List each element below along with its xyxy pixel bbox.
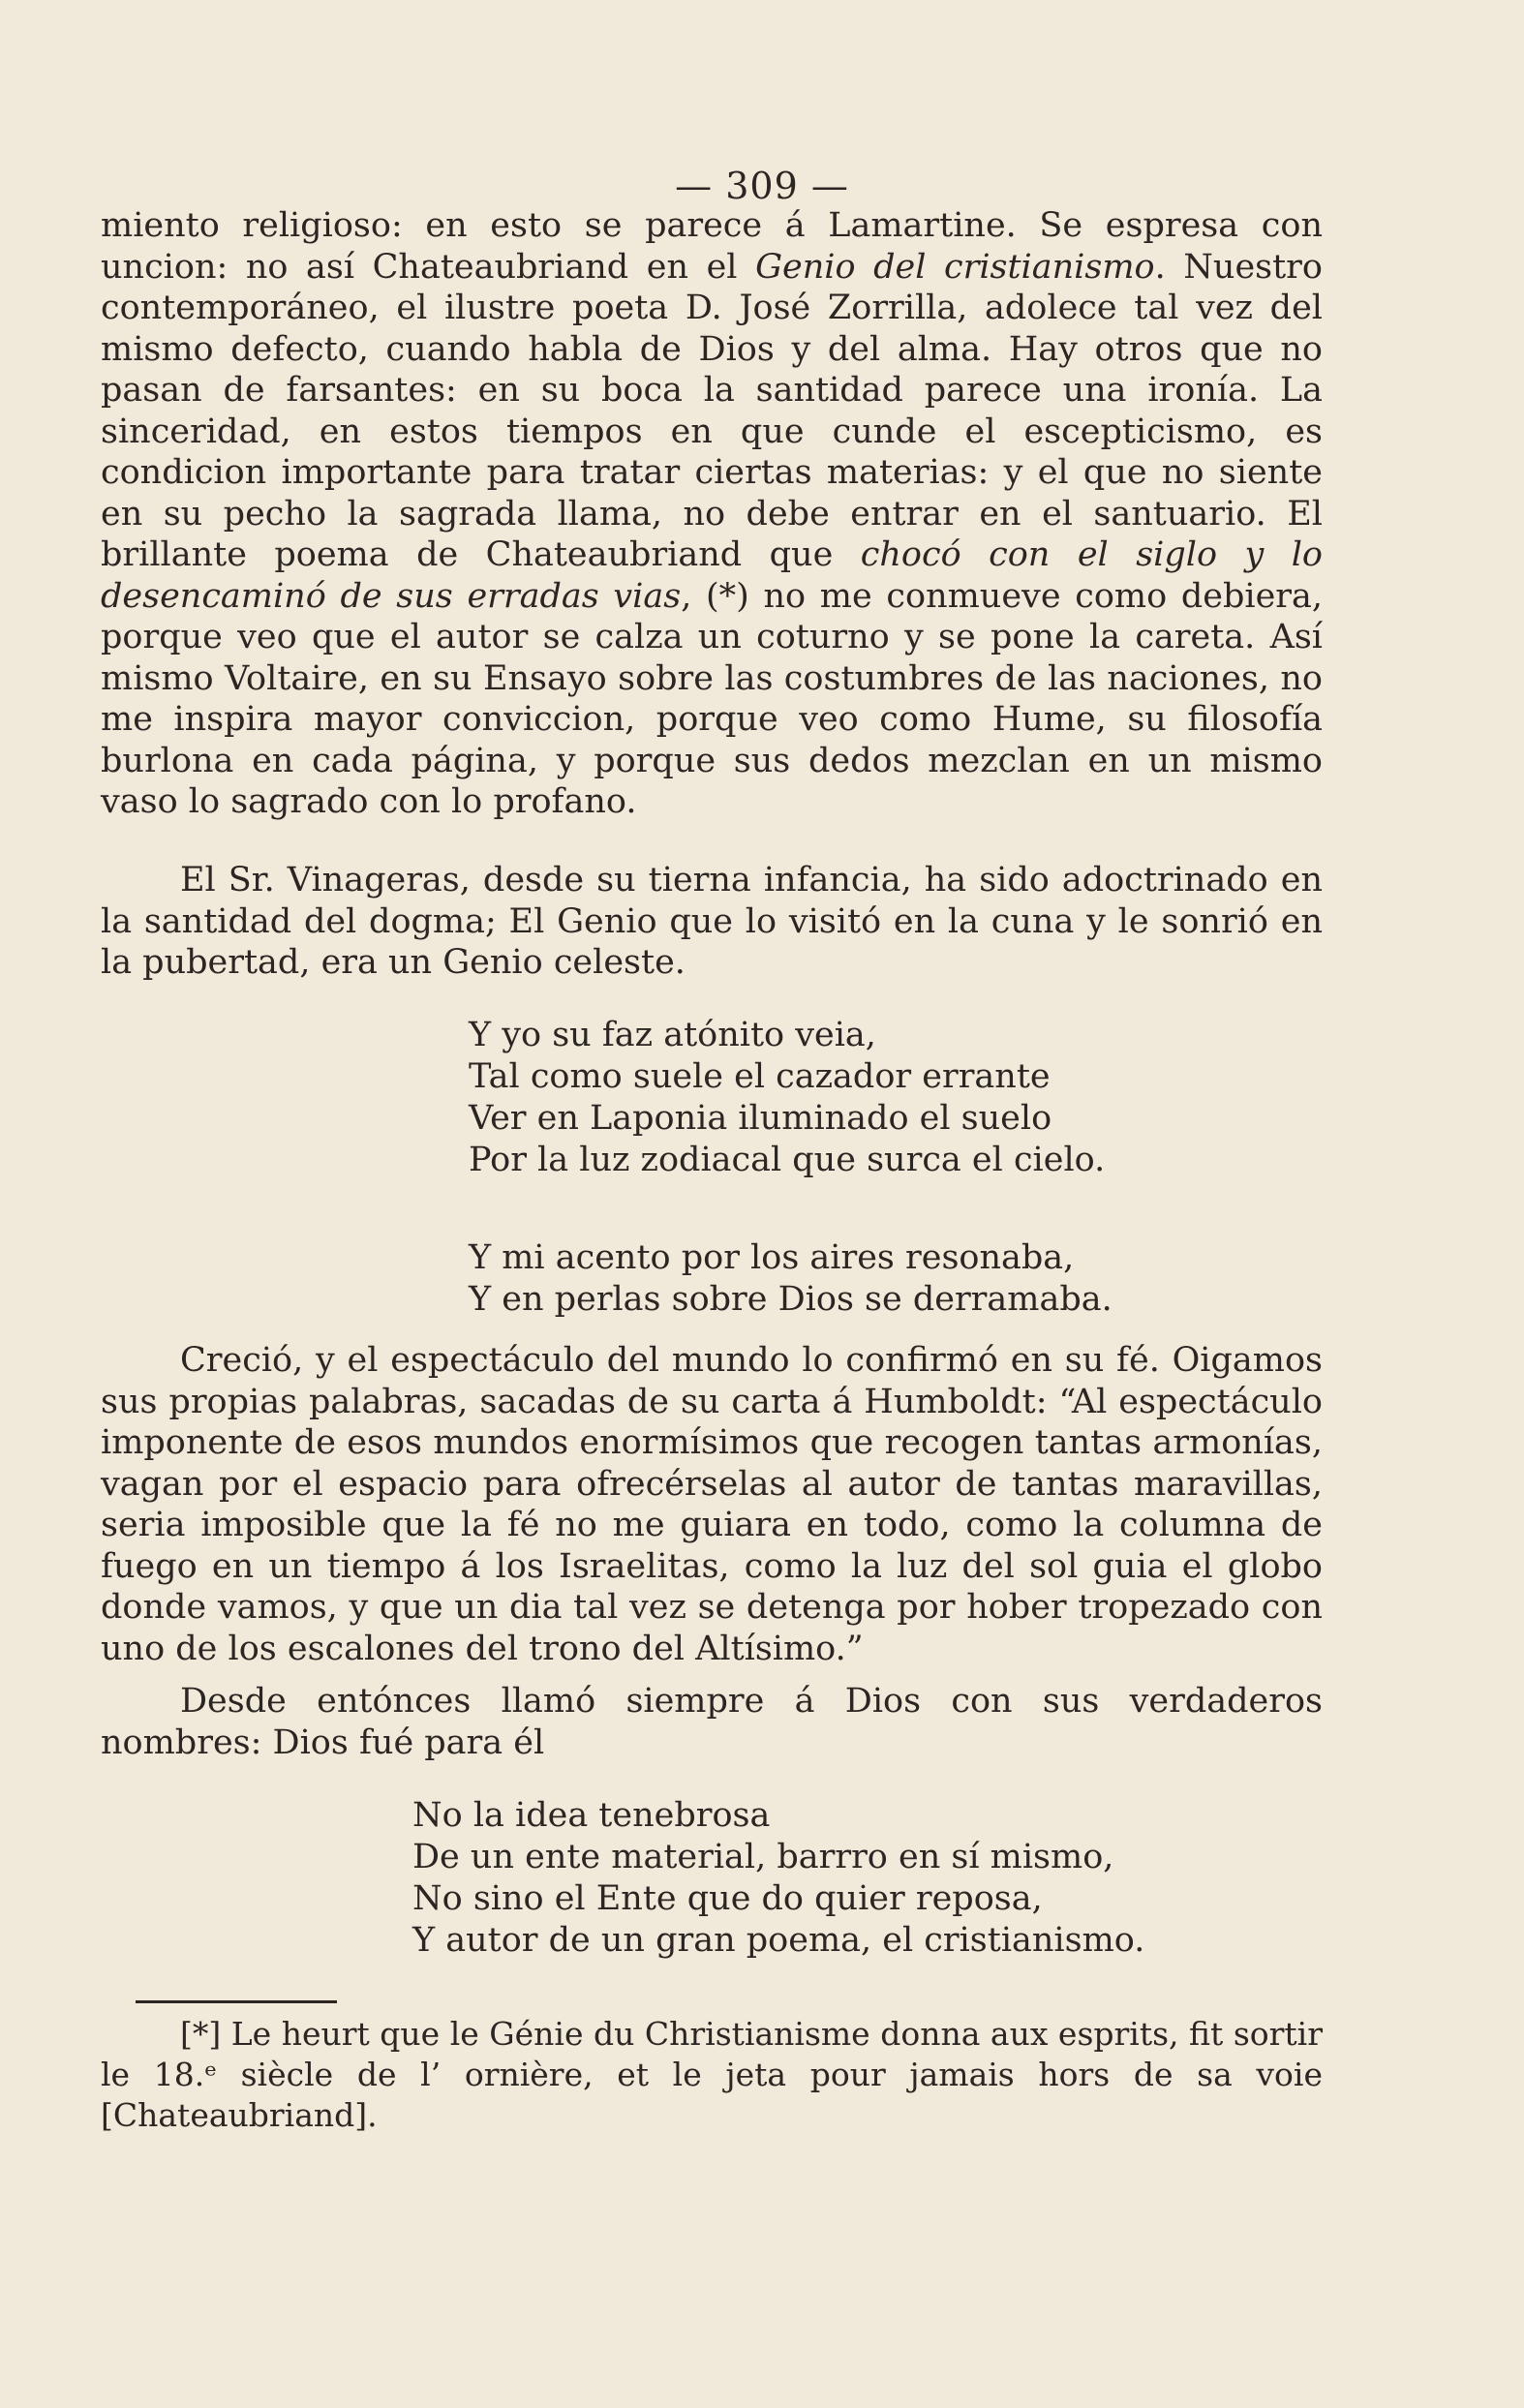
verse-line: No sino el Ente que do quier reposa, (412, 1879, 1043, 1918)
verse-stanza-2 (469, 1237, 1204, 1321)
verse-line: Y autor de un gran poema, el cristianismo. (412, 1921, 1145, 1960)
footnote-rule (136, 2000, 337, 2003)
paragraph-1-text-b: . Nuestro contemporáneo, el ilustre poeta D. José Zorrilla, adolece tal vez del mismo defecto, cuando habla de Dios y del alma. Hay otros que no pasan de farsantes: en su boca la santidad parece una ironía. La sinceridad, en estos tiempos en que cunde el escepticismo, es condicion importante para tratar ciertas materias: y el que no siente en su pecho la sagrada llama, no debe entrar en el santuario. El brillante poema de Chateaubriand que (101, 247, 1323, 574)
paragraph-1-text-c: , (*) no me conmueve como debiera, porque veo que el autor se calza un coturno y se pone la careta. Así mismo Voltaire, en su Ensayo sobre las costumbres de las naciones, no me inspira mayor conviccion, porque veo como Hume, su filosofía burlona en cada página, y porque sus dedos mezclan en un mismo vaso lo sagrado con lo profano. (101, 576, 1324, 821)
verse-line: No la idea tenebrosa (412, 1796, 771, 1835)
verse-line: Y en perlas sobre Dios se derramaba. (469, 1280, 1113, 1319)
paragraph-1 (101, 205, 1323, 823)
quoted-phrase: chocó con el siglo y lo desencaminó de sus erradas vias (101, 535, 1323, 616)
paragraph-3-text: Creció, y el espectáculo del mundo lo confirmó en su fé. Oigamos sus propias palabras, sacadas de su carta á Humboldt: “Al espectáculo imponente de esos mundos enormísimos que recogen tantas armonías, vagan por el espacio para ofrecérselas al autor de tantas maravillas, seria imposible que la fé no me guiara en todo, como la columna de fuego en un tiempo á los Israelitas, como la luz del sol guia el globo donde vamos, y que un dia tal vez se detenga por hober tropezado con uno de los escalones del trono del Altísimo.” (101, 1341, 1323, 1668)
verse-line: Tal como suele el cazador errante (469, 1057, 1051, 1096)
verse-line: Por la luz zodiacal que surca el cielo. (469, 1141, 1106, 1179)
paragraph-2 (101, 860, 1323, 984)
page-number: — 309 — (675, 165, 849, 207)
work-title: Genio del cristianismo (755, 247, 1155, 287)
paragraph-1-text-a: miento religioso: en esto se parece á Lamartine. Se espresa con uncion: no así Chateaubriand en el (101, 206, 1323, 287)
verse-stanza-1 (469, 1015, 1204, 1181)
verse-line: Ver en Laponia iluminado el suelo (469, 1099, 1052, 1138)
paragraph-3 (101, 1340, 1323, 1669)
paragraph-4-text: Desde entónces llamó siempre á Dios con sus verdaderos nombres: Dios fué para él (101, 1682, 1323, 1762)
verse-line: De un ente material, barrro en sí mismo, (412, 1838, 1114, 1876)
footnote-text: [*] Le heurt que le Génie du Christianisme donna aux esprits, fit sortir le 18.ᵉ siècle de l’ ornière, et le jeta pour jamais hors de sa voie [Chateaubriand]. (101, 2015, 1323, 2134)
paragraph-4 (101, 1681, 1323, 1763)
verse-stanza-3 (412, 1795, 1245, 1962)
paragraph-2-text: El Sr. Vinageras, desde su tierna infancia, ha sido adoctrinado en la santidad del dogma; El Genio que lo visitó en la cuna y le sonrió en la pubertad, era un Genio celeste. (101, 861, 1323, 982)
verse-line: Y mi acento por los aires resonaba, (469, 1238, 1075, 1277)
verse-line: Y yo su faz atónito veia, (469, 1016, 876, 1054)
footnote (101, 2014, 1323, 2136)
